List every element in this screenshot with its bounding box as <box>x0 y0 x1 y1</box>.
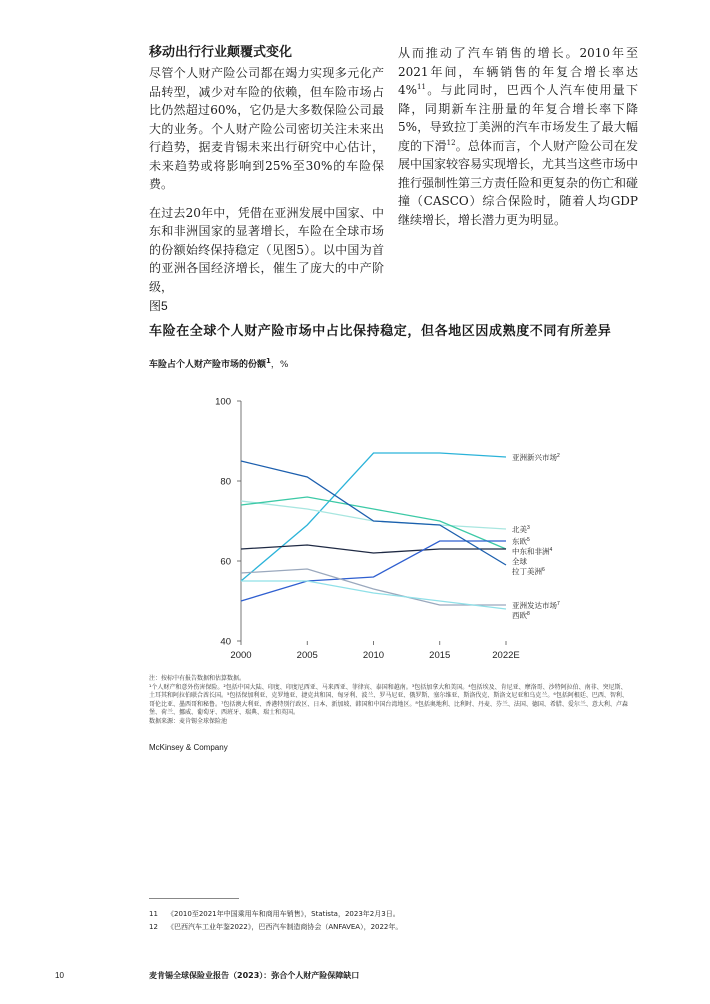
x-tick-label: 2015 <box>429 650 451 661</box>
y-tick-label: 40 <box>220 636 231 648</box>
series-label-sup: 5 <box>527 537 530 543</box>
series-label-sup: 2 <box>557 453 560 459</box>
series-label: 亚洲新兴市场$^2$ <box>512 453 560 462</box>
body-paragraph-1: 尽管个人财产险公司都在竭力实现多元化产品转型，减少对车险的依赖，但车险市场占比仍然超过60%，它仍是大多数保险公司最大的业务。个人财产险公司密切关注未来出行趋势，据麦肯锡未来出行研究中心估计，未来趋势或将影响到25%至30%的车险保费。 <box>149 66 384 191</box>
series-label: 北美$^3$ <box>512 525 530 534</box>
body-paragraph-2: 在过去20年中，凭借在亚洲发展中国家、中东和非洲国家的显著增长，车险在全球市场的份额始终保持稳定（见图5）。以中国为首的亚洲各国经济增长，催生了庞大的中产阶级， <box>149 205 384 294</box>
x-tick-label: 2000 <box>230 650 252 661</box>
chart-axes <box>215 397 520 662</box>
series-label: 中东和非洲$^4$ <box>512 547 553 556</box>
series-line <box>241 569 506 605</box>
body-paragraph-3 <box>398 44 638 229</box>
x-tick-label: 2010 <box>362 650 385 661</box>
section-heading: 移动出行行业颠覆式变化 <box>149 45 293 60</box>
running-title: 麦肯锡全球保险业报告（2023）：弥合个人财产险保障缺口 <box>149 971 360 980</box>
footnote-number: 11 <box>149 910 158 918</box>
note-definitions: ¹个人财产和意外伤害保险。²包括中国大陆、印度、印度尼西亚、马来西亚、菲律宾、泰国和越南。³包括加拿大和美国。⁴包括埃及、肯尼亚、摩洛哥、沙特阿拉伯、南非、突尼斯、土耳其和阿拉伯联合酋长国。⁵包括保加利亚、克罗地亚、捷克共和国、匈牙利、波兰、罗马尼亚、俄罗斯、塞尔维亚、斯洛伐克、斯洛文尼亚和乌克兰。⁶包括阿根廷、巴西、智利、哥伦比亚、墨西哥和秘鲁。⁷包括澳大利亚、香港特别行政区、日本、新加坡、韩国和中国台湾地区。⁸包括奥地利、比利时、丹麦、芬兰、法国、德国、希腊、爱尔兰、意大利、卢森堡、荷兰、挪威、葡萄牙、西班牙、瑞典、瑞士和英国。 <box>149 683 628 716</box>
note-line: 注：按标中有报告数据和估算数据。 <box>149 675 246 682</box>
footnote-text: 《巴西汽车工业年鉴2022》，巴西汽车制造商协会（ANFAVEA），2022年。 <box>167 923 403 931</box>
page-number: 10 <box>55 971 64 980</box>
series-line <box>241 581 506 609</box>
footnote-12 <box>149 922 402 932</box>
figure-title: 车险在全球个人财产险市场中占比保持稳定，但各地区因成熟度不同有所差异 <box>149 324 612 339</box>
series-label: 西欧$^8$ <box>512 611 530 620</box>
paragraph-text: 。总体而言，个人财产险公司在发展中国家较容易实现增长，尤其当这些市场中推行强制性第三方责任险和更复杂的伤亡和碰撞（CASCO）综合保险时，随着人均GDP继续增长，增长潜力更为明显。 <box>398 138 639 227</box>
y-tick-label: 60 <box>220 556 231 568</box>
series-label-sup: 3 <box>527 525 530 531</box>
series-label: 亚洲发达市场$^7$ <box>512 601 560 610</box>
series-line <box>241 501 506 529</box>
paragraph-text: 从而推动了汽车销售的增长。2010年至2021年间，车辆销售的年复合增长率达4% <box>398 46 638 97</box>
series-label-sup: 6 <box>542 567 545 573</box>
chart-series <box>241 453 506 609</box>
right-column <box>398 44 638 239</box>
note-source: 数据来源：麦肯锡全球保险池 <box>149 717 228 725</box>
chart-series-labels <box>512 452 560 620</box>
chart-subtitle-text: 车险占个人财产险市场的份额 <box>149 360 267 370</box>
chart-unit: ，% <box>270 360 289 370</box>
series-line <box>241 545 506 553</box>
chart-subtitle <box>149 357 288 370</box>
paragraph-text: 。与此同时，巴西个人汽车使用量下降，同期新车注册量的年复合增长率下降5%，导致拉丁美洲的汽车市场发生了最大幅度的下滑 <box>398 83 638 153</box>
series-label: 拉丁美洲$^6$ <box>512 567 545 576</box>
series-label-sup: 4 <box>549 547 553 553</box>
footnote-ref-12[interactable]: 12 <box>446 138 456 147</box>
footnote-number: 12 <box>149 923 158 931</box>
series-line <box>241 453 506 581</box>
figure-label: 图5 <box>149 299 168 313</box>
series-label-sup: 8 <box>527 611 530 617</box>
y-tick-label: 100 <box>215 396 231 408</box>
y-tick-label: 80 <box>220 476 231 488</box>
footnote-divider <box>149 898 239 899</box>
figure-notes <box>149 675 629 726</box>
series-label-sup: 7 <box>557 601 560 607</box>
x-tick-label: 2022E <box>492 650 520 661</box>
footnote-11 <box>149 909 400 919</box>
footnote-text: 《2010至2021年中国乘用车和商用车销售》，Statista，2023年2月3日。 <box>167 910 400 918</box>
footnote-ref-11[interactable]: 11 <box>417 83 426 91</box>
brand-name: McKinsey & Company <box>149 743 228 752</box>
line-chart <box>0 380 710 670</box>
series-label: 全球 <box>512 557 527 566</box>
x-tick-label: 2005 <box>296 650 318 661</box>
series-label: 东欧$^5$ <box>512 537 530 546</box>
left-column <box>149 44 384 306</box>
chart-subtitle-sup: 1 <box>266 357 271 365</box>
